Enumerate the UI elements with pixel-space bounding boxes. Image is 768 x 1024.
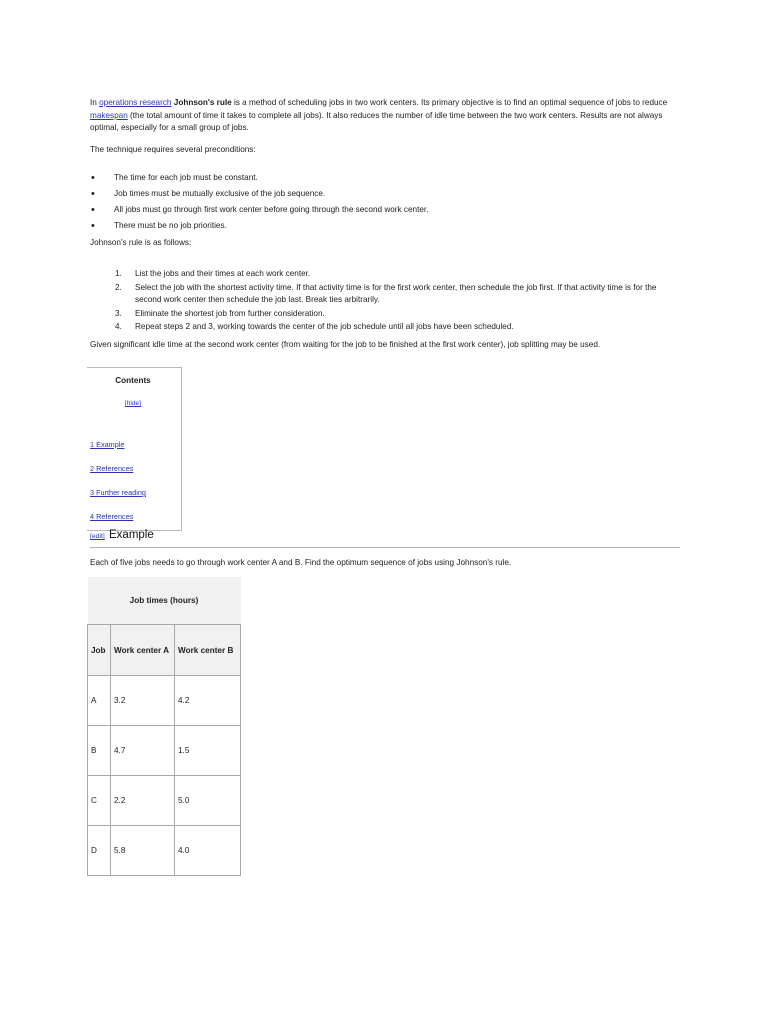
- toc-item-references[interactable]: 2 References: [90, 464, 134, 473]
- toc-title: Contents: [115, 376, 151, 385]
- column-header-job: Job: [88, 625, 111, 676]
- table-caption: Job times (hours): [88, 577, 241, 625]
- toc-item-example[interactable]: 1 Example: [90, 440, 125, 449]
- bullet-text: All jobs must go through first work center before going through the second work center.: [114, 205, 429, 215]
- bullet-icon: •: [91, 204, 95, 217]
- makespan-link[interactable]: makespan: [90, 110, 128, 120]
- toc-item-references-2[interactable]: 4 References: [90, 512, 134, 521]
- bullet-icon: •: [91, 172, 95, 185]
- intro-text-rest: (the total amount of time it takes to complete all jobs). It also reduces the number of idle time between the two work centers. Results are not always optimal, especially for a small group of jobs.: [90, 110, 663, 133]
- step-text: List the jobs and their times at each work center.: [135, 268, 311, 278]
- table-caption-row: [88, 577, 241, 625]
- rules-steps-list: [90, 268, 682, 334]
- operations-research-link[interactable]: operations research: [99, 98, 172, 107]
- work-center-a-cell: 2.2: [111, 776, 175, 826]
- step-number: 4.: [115, 322, 122, 332]
- rules-intro: Johnson's rule is as follows:: [90, 238, 192, 248]
- list-item: [90, 308, 682, 320]
- preconditions-list: [90, 170, 682, 234]
- johnsons-rule-term: Johnson's rule: [173, 98, 232, 107]
- intro-paragraph: [90, 97, 682, 135]
- list-item: [90, 202, 682, 218]
- list-item: [90, 170, 682, 186]
- list-item: [90, 268, 682, 280]
- step-number: 1.: [115, 268, 122, 278]
- work-center-a-cell: 4.7: [111, 726, 175, 776]
- step-text: Select the job with the shortest activity time. If that activity time is for the first work center, then schedule the job first. If that activity time is for the second work center then schedule the job last. Break ties arbitrarily.: [135, 282, 657, 304]
- work-center-a-cell: 5.8: [111, 826, 175, 876]
- job-cell: C: [88, 776, 111, 826]
- job-splitting-note: Given significant idle time at the second work center (from waiting for the job to be finished at the first work center), job splitting may be used.: [90, 340, 601, 350]
- table-row: [88, 826, 241, 876]
- job-cell: B: [88, 726, 111, 776]
- bullet-text: There must be no job priorities.: [114, 221, 227, 231]
- column-header-work-center-b: Work center B: [175, 625, 241, 676]
- job-cell: D: [88, 826, 111, 876]
- work-center-b-cell: 4.0: [175, 826, 241, 876]
- list-item: [90, 186, 682, 202]
- job-cell: A: [88, 676, 111, 726]
- toc-hide-link[interactable]: [hide]: [124, 400, 142, 407]
- job-times-table: [87, 577, 241, 876]
- bullet-icon: •: [91, 188, 95, 201]
- table-row: [88, 726, 241, 776]
- list-item: [90, 282, 682, 306]
- work-center-a-cell: 3.2: [111, 676, 175, 726]
- table-of-contents: [87, 367, 182, 531]
- step-text: Eliminate the shortest job from further consideration.: [135, 308, 325, 318]
- article-body: [90, 97, 682, 352]
- column-header-work-center-a: Work center A: [111, 625, 175, 676]
- list-item: [90, 218, 682, 234]
- toc-item-further-reading[interactable]: 3 Further reading: [90, 488, 146, 497]
- list-item: [90, 321, 682, 333]
- intro-text-mid: is a method of scheduling jobs in two work centers. Its primary objective is to find an optimal sequence of jobs to reduce: [231, 98, 668, 107]
- section-title: Example: [109, 529, 154, 541]
- table-row: [88, 676, 241, 726]
- step-text: Repeat steps 2 and 3, working towards the center of the job schedule until all jobs have been scheduled.: [135, 322, 514, 332]
- work-center-b-cell: 1.5: [175, 726, 241, 776]
- example-section-heading: [90, 529, 680, 548]
- step-number: 2.: [115, 282, 122, 292]
- table-row: [88, 776, 241, 826]
- bullet-text: The time for each job must be constant.: [114, 173, 258, 183]
- table-header-row: [88, 625, 241, 676]
- step-number: 3.: [115, 308, 122, 318]
- intro-text-start: In: [90, 98, 100, 107]
- preconditions-intro: The technique requires several preconditions:: [90, 144, 256, 154]
- work-center-b-cell: 5.0: [175, 776, 241, 826]
- bullet-text: Job times must be mutually exclusive of the job sequence.: [114, 189, 326, 199]
- example-description: Each of five jobs needs to go through work center A and B. Find the optimum sequence of jobs using Johnson's rule.: [90, 558, 512, 567]
- work-center-b-cell: 4.2: [175, 676, 241, 726]
- bullet-icon: •: [91, 220, 95, 233]
- edit-link[interactable]: [edit]: [90, 533, 105, 540]
